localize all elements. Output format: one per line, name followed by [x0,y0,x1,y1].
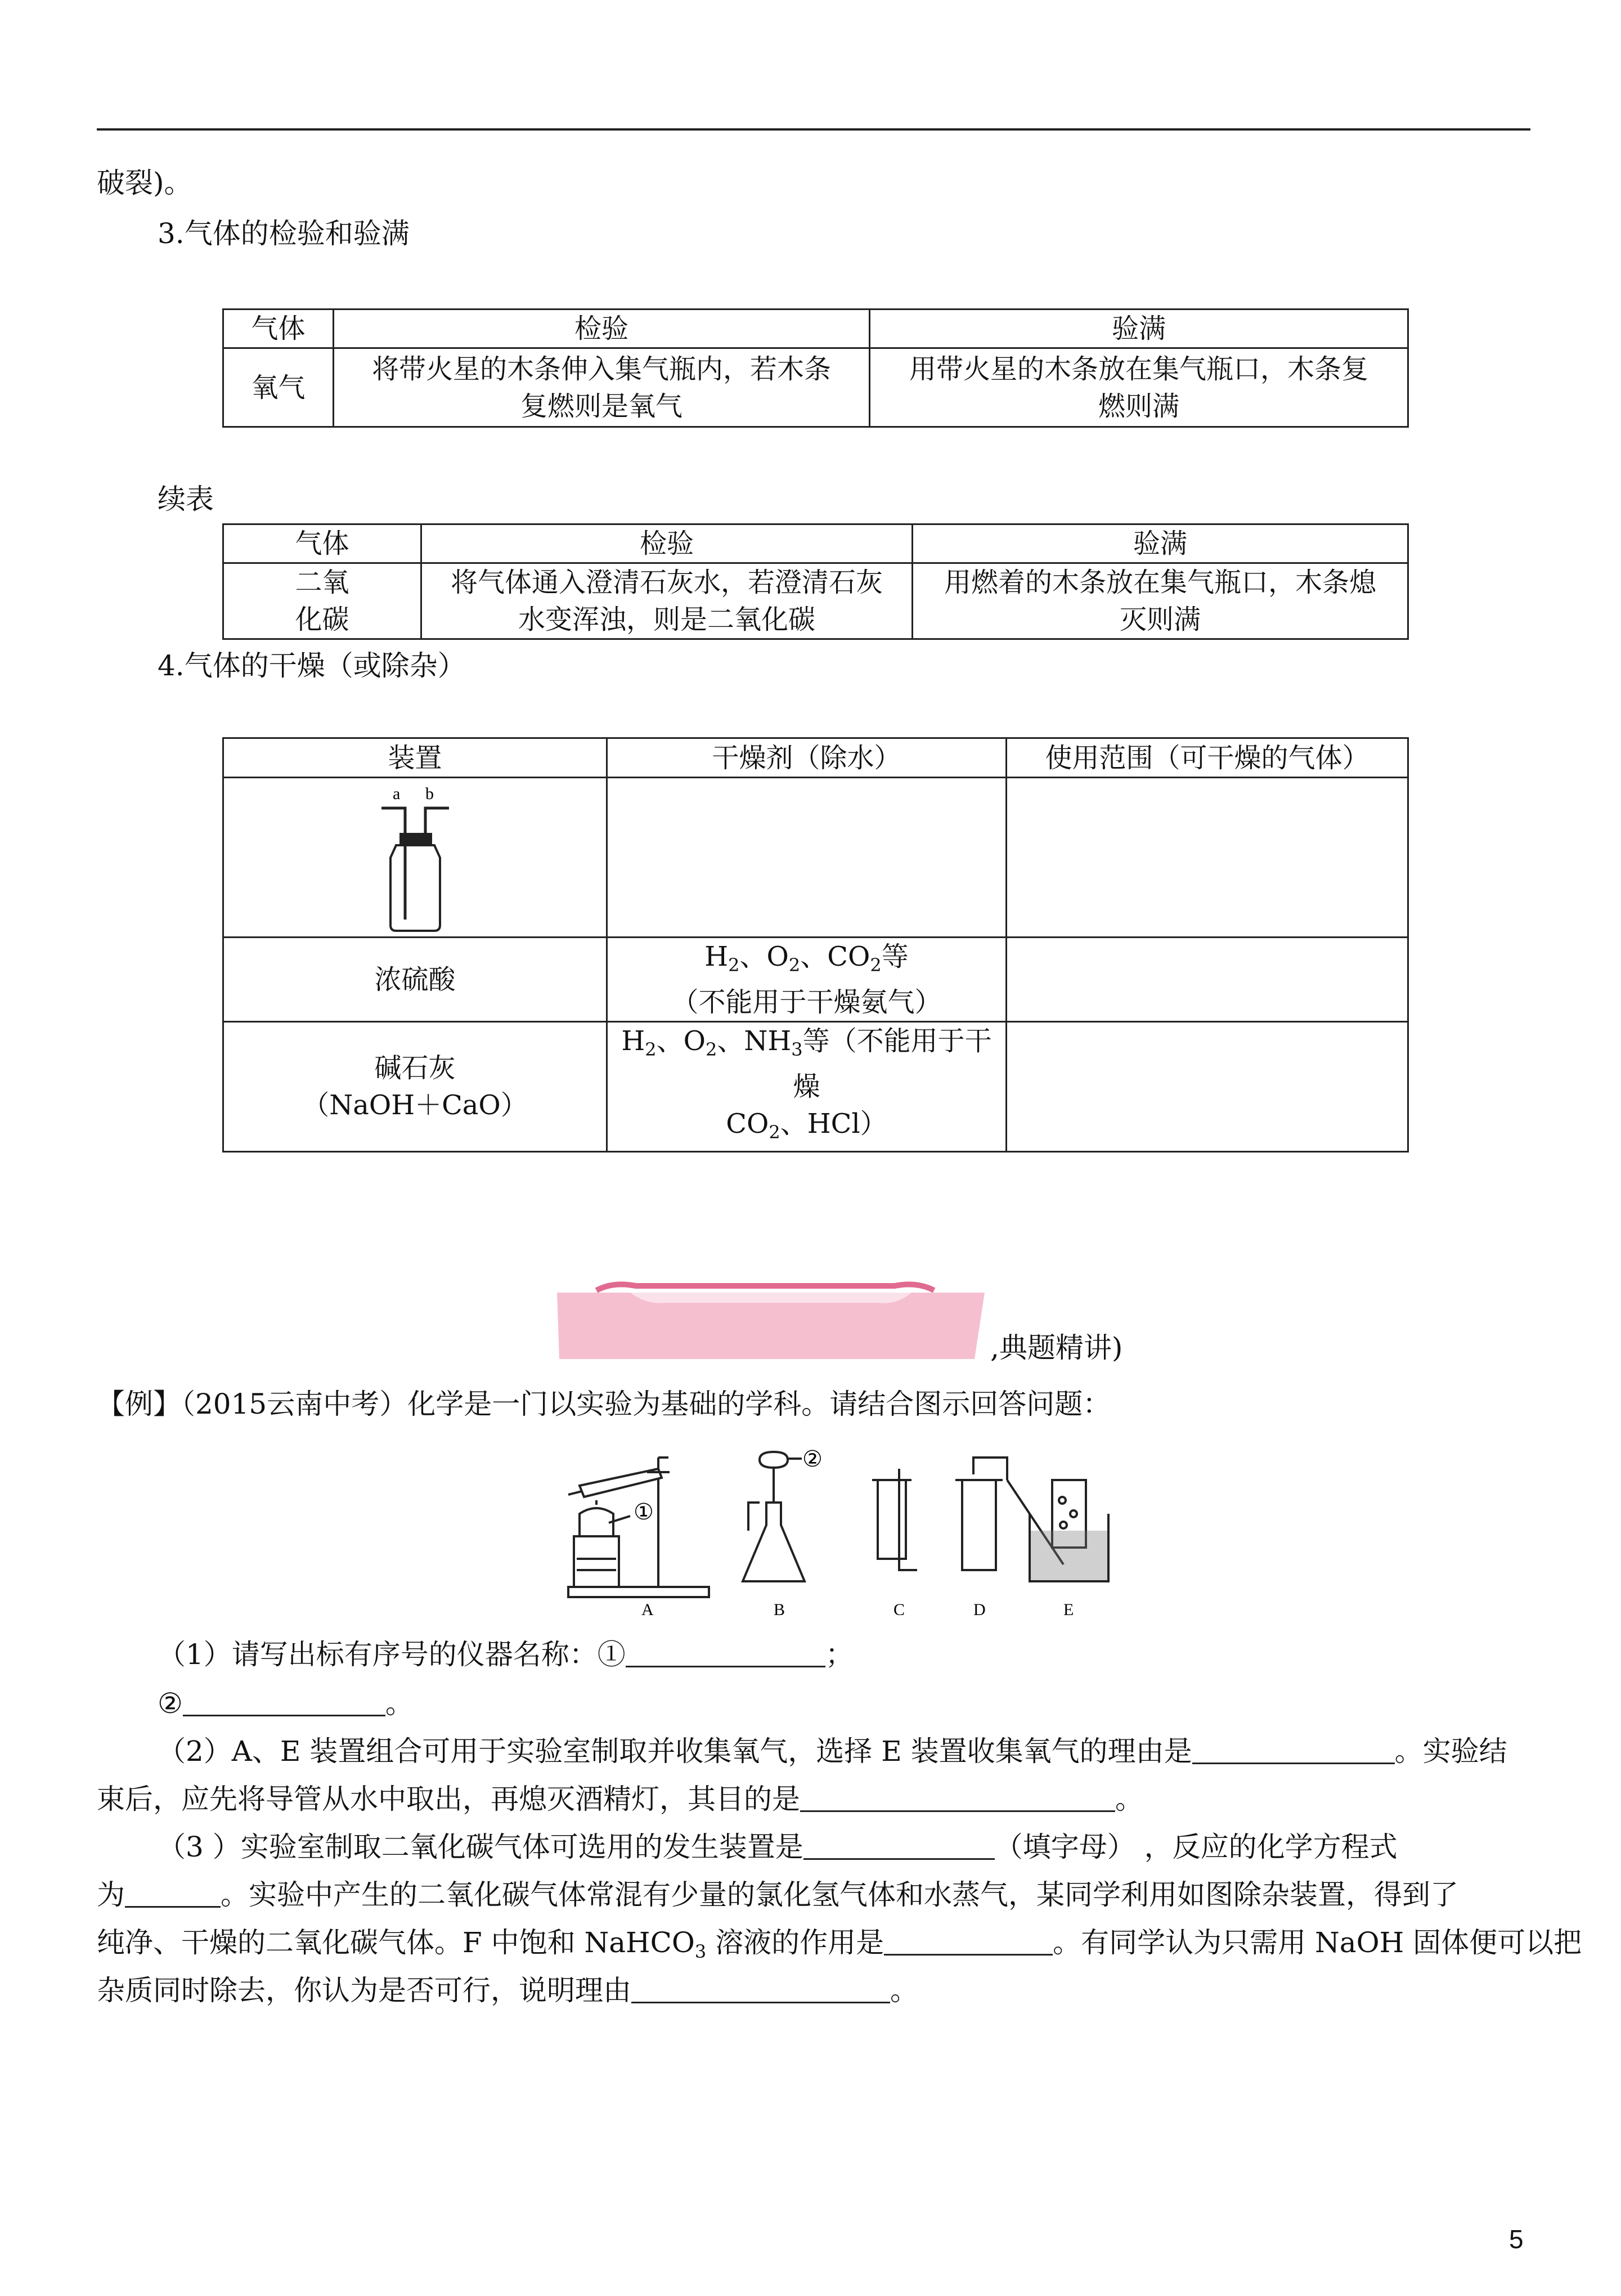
table-header: 检验 [334,310,870,348]
table-gas-test-co2 [222,523,1409,640]
cell-line: 将气体通入澄清石灰水，若澄清石灰 [450,567,883,598]
table-cell [1007,938,1408,1022]
apparatus-label: E [1063,1600,1074,1615]
answer-blank[interactable] [800,1781,1115,1812]
marker-2: ② [802,1446,823,1472]
question-3-line-4: 杂质同时除去，你认为是否可行，说明理由 。 [97,1967,918,2014]
table-gas-test-oxygen [222,308,1409,428]
table-header: 干燥剂（除水） [607,738,1007,778]
apparatus-label: C [893,1600,905,1615]
question-3-line-2: 为 。实验中产生的二氧化碳气体常混有少量的氯化氢气体和水蒸气，某同学利用如图除杂装置，得到了 [97,1871,1458,1918]
table-header: 气体 [223,524,421,563]
answer-blank[interactable] [803,1829,995,1860]
section-3-title: 3.气体的检验和验满 [158,217,410,250]
section-4-title: 4.气体的干燥（或除杂） [158,649,466,682]
cell-line: 复燃则是氧气 [520,390,682,422]
table-header: 装置 [223,738,607,778]
example-intro: 【例】（2015云南中考）化学是一门以实验为基础的学科。请结合图示回答问题： [97,1388,1111,1420]
cell-line: 二氧 [295,567,349,598]
page-number: 5 [1509,2225,1524,2254]
table-cell [1007,778,1408,938]
question-3: （3 ）实验室制取二氧化碳气体可选用的发生装置是 （填字母） ，反应的化学方程式 [158,1823,1398,1871]
answer-blank[interactable] [884,1925,1053,1956]
continued-label: 续表 [158,483,214,515]
table-cell [607,938,1007,1022]
table-cell [913,563,1408,639]
header-rule [97,128,1530,131]
table-cell [607,1022,1007,1152]
question-1: （1）请写出标有序号的仪器名称：① ； [158,1631,854,1678]
cell-line: 燥 [793,1071,820,1102]
marker-1: ① [634,1499,654,1525]
bottle-label-a: a [392,784,400,803]
section-banner [551,1280,990,1365]
answer-blank[interactable] [626,1636,825,1667]
cell-line: （不能用于干燥氨气） [671,986,942,1018]
cell-line: 燃则满 [1098,390,1179,422]
table-cell: 浓硫酸 [223,938,607,1022]
table-cell [870,348,1408,427]
cell-line: 水变浑浊，则是二氧化碳 [518,604,815,635]
table-header: 检验 [421,524,913,563]
table-cell [223,563,421,639]
answer-blank[interactable] [1192,1733,1395,1764]
cell-line: 灭则满 [1119,604,1201,635]
question-3-line-3: 纯净、干燥的二氧化碳气体。F 中饱和 NaHCO$_3$ 溶液的作用是 。有同学认为只需用 NaOH 固体便可以把 [97,1919,1582,1975]
cell-line: 用带火星的木条放在集气瓶口，木条复 [909,353,1368,385]
cell-line: $H_2$、$O_2$、$CO_2$等 [704,941,909,976]
apparatus-label: D [973,1600,986,1615]
answer-blank[interactable] [125,1877,221,1908]
question-2-line-2: 束后，应先将导管从水中取出，再熄灭酒精灯，其目的是 。 [97,1775,1143,1823]
table-header: 验满 [913,524,1408,563]
table-cell [607,778,1007,938]
cell-line: 用燃着的木条放在集气瓶口，木条熄 [944,567,1376,598]
bottle-label-b: b [425,784,434,803]
table-header: 使用范围（可干燥的气体） [1007,738,1408,778]
cell-line: 将带火星的木条伸入集气瓶内，若木条 [371,353,831,385]
cell-line: $CO_2$、HCl） [726,1108,887,1143]
table-cell [421,563,913,639]
apparatus-label: B [774,1600,785,1615]
table-cell [223,778,607,938]
table-header: 气体 [223,310,334,348]
table-gas-drying [222,737,1409,1153]
cell-line: 化碳 [295,604,349,635]
question-1-line-2: ② 。 [158,1680,414,1727]
cell-line: （NaOH＋CaO） [302,1089,528,1121]
apparatus-label: A [641,1600,654,1615]
lab-apparatus-figure [557,1446,1114,1615]
answer-blank[interactable] [631,1972,890,2003]
table-header: 验满 [870,310,1408,348]
cell-line: $H_2$、$O_2$、$NH_3$等（不能用于干 [621,1025,992,1060]
table-cell [1007,1022,1408,1152]
banner-title: ,典题精讲) [990,1331,1123,1364]
question-2: （2）A、E 装置组合可用于实验室制取并收集氧气，选择 E 装置收集氧气的理由是 。实验结 [158,1728,1507,1775]
table-cell [334,348,870,427]
table-cell: 氧气 [223,348,334,427]
table-cell [223,1022,607,1152]
continuation-text: 破裂)。 [97,167,192,199]
gas-washing-bottle-icon [359,779,472,936]
answer-blank[interactable] [183,1685,385,1716]
cell-line: 碱石灰 [374,1052,456,1084]
